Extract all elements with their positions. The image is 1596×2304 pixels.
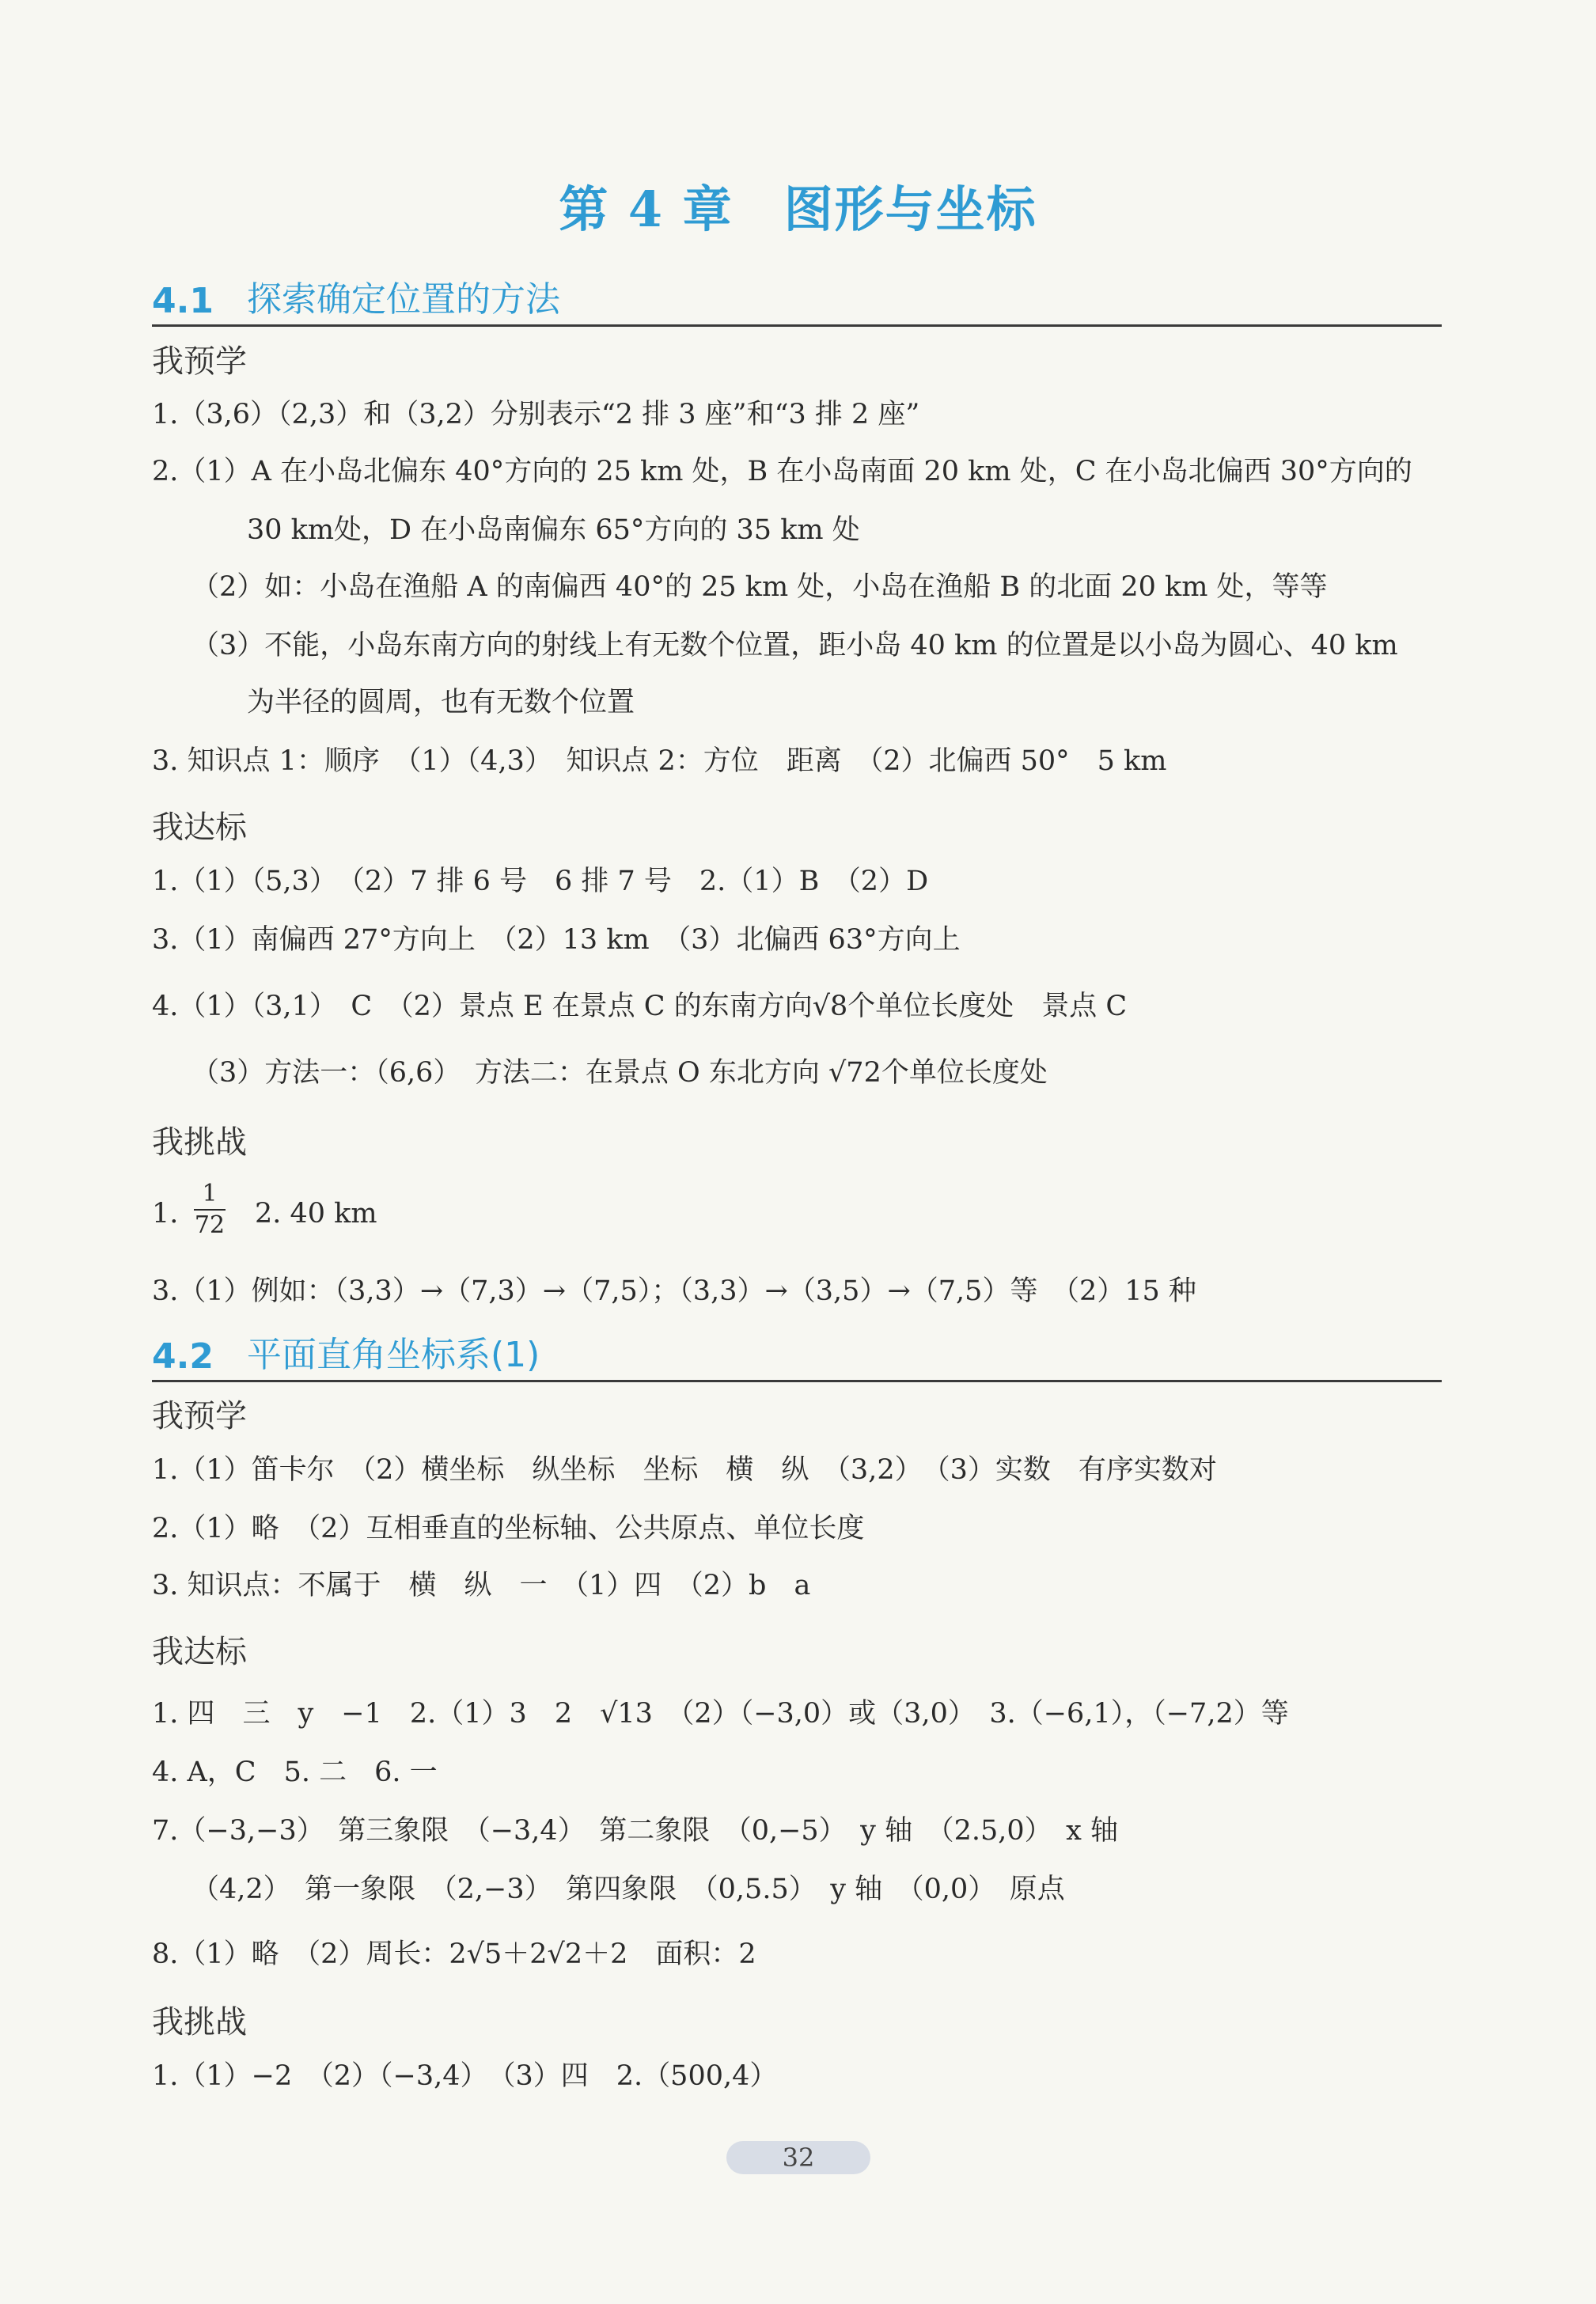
answer-line: 2. 40 km (255, 1198, 377, 1230)
answer-line: 2.（1）A 在小岛北偏东 40°方向的 25 km 处，B 在小岛南面 20 km 处，C 在小岛北偏西 30°方向的 (152, 456, 1412, 487)
subheading-tiaozhan: 我挑战 (152, 1124, 247, 1161)
answer-line: （3）方法一：（6,6） 方法二：在景点 O 东北方向 √72个单位长度处 (191, 1057, 1048, 1089)
answer-line: 1.（3,6）（2,3）和（3,2）分别表示“2 排 3 座”和“3 排 2 座” (152, 399, 920, 430)
answer-line: 2.（1）略 （2）互相垂直的坐标轴、公共原点、单位长度 (152, 1513, 865, 1544)
answer-line: 30 km处，D 在小岛南偏东 65°方向的 35 km 处 (247, 514, 860, 546)
answer-line: 3. 知识点 1：顺序 （1）（4,3） 知识点 2：方位 距离 （2）北偏西 50° 5 km (152, 745, 1167, 777)
answer-line: （3）不能，小岛东南方向的射线上有无数个位置，距小岛 40 km 的位置是以小岛为圆心、40 km (191, 630, 1398, 661)
subheading-dabiao: 我达标 (152, 1634, 247, 1670)
subheading-yuxue: 我预学 (152, 343, 247, 380)
answer-line: 1. 四 三 y −1 2.（1）3 2 √13 （2）（−3,0）或（3,0） 3.（−6,1），（−7,2）等 (152, 1698, 1289, 1730)
answer-line: 4.（1）（3,1） C （2）景点 E 在景点 C 的东南方向√8个单位长度处 景点 C (152, 991, 1128, 1022)
answer-line: （2）如：小岛在渔船 A 的南偏西 40°的 25 km 处，小岛在渔船 B 的北面 20 km 处，等等 (191, 571, 1328, 603)
answer-line: 3. 知识点：不属于 横 纵 一 （1）四 （2）b a (152, 1570, 811, 1601)
section-title: 探索确定位置的方法 (247, 279, 560, 320)
section-number: 4.1 (152, 281, 214, 321)
answer-line: 为半径的圆周，也有无数个位置 (247, 687, 635, 718)
answer-line: 8.（1）略 （2）周长：2√5＋2√2＋2 面积：2 (152, 1938, 756, 1970)
section-heading-4-1 (152, 266, 1442, 327)
subheading-dabiao: 我达标 (152, 809, 247, 846)
answer-line: （4,2） 第一象限 （2,−3） 第四象限 （0,5.5） y 轴 （0,0） 原点 (191, 1874, 1065, 1905)
fraction (194, 1179, 226, 1241)
fraction-denominator: 72 (194, 1211, 226, 1239)
answer-line: 3.（1）例如：（3,3）→（7,3）→（7,5）；（3,3）→（3,5）→（7,5）等 （2）15 种 (152, 1275, 1196, 1307)
chapter-title: 第 4 章 图形与坐标 (559, 180, 1037, 238)
answer-line-number: 1. (152, 1198, 179, 1230)
section-number: 4.2 (152, 1336, 214, 1377)
answer-line: 1.（1）笛卡尔 （2）横坐标 纵坐标 坐标 横 纵 （3,2） （3）实数 有序实数对 (152, 1454, 1217, 1486)
page-number: 32 (726, 2141, 870, 2174)
answer-line: 1.（1）（5,3） （2）7 排 6 号 6 排 7 号 2.（1）B （2）D (152, 866, 929, 897)
answer-line: 7.（−3,−3） 第三象限 （−3,4） 第二象限 （0,−5） y 轴 （2.5,0） x 轴 (152, 1815, 1119, 1847)
answer-line: 1.（1）−2 （2）（−3,4） （3）四 2.（500,4） (152, 2060, 778, 2092)
subheading-yuxue: 我预学 (152, 1398, 247, 1434)
answer-line: 4. A，C 5. 二 6. 一 (152, 1756, 438, 1788)
fraction-numerator: 1 (194, 1179, 226, 1211)
section-heading-4-2 (152, 1321, 1442, 1382)
answer-line: 3.（1）南偏西 27°方向上 （2）13 km （3）北偏西 63°方向上 (152, 924, 961, 956)
subheading-tiaozhan: 我挑战 (152, 2004, 247, 2041)
section-title: 平面直角坐标系(1) (247, 1335, 540, 1375)
